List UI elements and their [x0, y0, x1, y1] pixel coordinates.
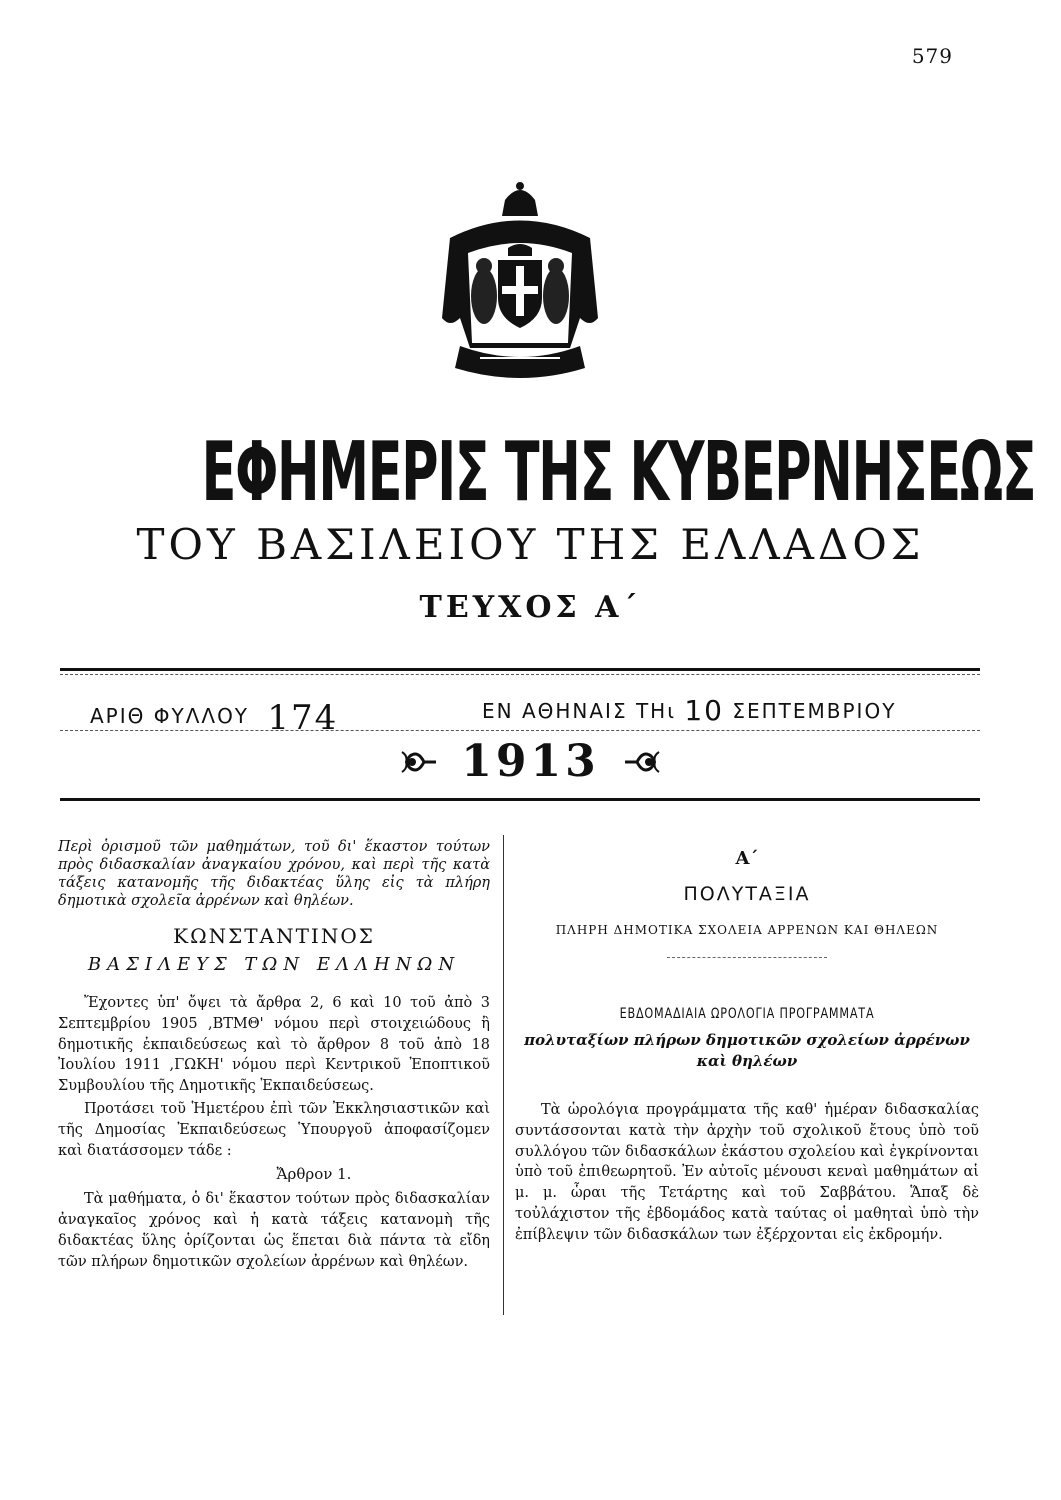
section-separator — [667, 957, 827, 958]
issue-label: ΤΕΥΧΟΣ Α΄ — [419, 590, 642, 625]
floral-ornament-icon — [623, 742, 663, 782]
program-title: ΕΒΔΟΜΑΔΙΑΙΑ ΩΡΟΛΟΓΙΑ ΠΡΟΓΡΑΜΜΑΤΑ — [619, 1006, 875, 1022]
date-day: 10 — [684, 694, 724, 727]
decree-heading: Περὶ ὁρισμοῦ τῶν μαθημάτων, τοῦ δι' ἕκαστον τούτων πρὸς διδασκαλίαν ἀναγκαίου χρόνου, καὶ περὶ τῆς κατὰ τάξεις κατανομῆς τῆς διδακτέας ὕλης εἰς τὰ πλήρη δημοτικὰ σχολεῖα ἀρρένων καὶ θηλέων. — [58, 839, 490, 909]
year-rule — [60, 798, 980, 801]
royal-coat-of-arms-icon — [420, 178, 620, 393]
program-subtitle: πολυταξίων πλήρων δημοτικῶν σχολείων ἀρρένων καὶ θηλέων — [524, 1031, 970, 1070]
decree-paragraph-3: Τὰ μαθήματα, ὁ δι' ἕκαστον τούτων πρὸς διδασκαλίαν ἀναγκαῖος χρόνος καὶ ἡ κατὰ τάξεις κατανομὴ τῆς διδακτέας ὕλης ὁρίζονται ὡς ἕπεται διὰ πάντα τὰ εἴδη τῶν πλήρων δημοτικῶν σχολείων ἀρρένων καὶ θηλέων. — [58, 1191, 490, 1270]
year: 1913 — [461, 736, 600, 787]
date-month: ΣΕΠΤΕΜΒΡΙΟΥ — [732, 699, 897, 723]
meta-rule — [60, 730, 980, 731]
sheet-number: 174 — [267, 698, 339, 738]
top-rule — [60, 668, 980, 671]
place-date-prefix: ΕΝ ΑΘΗΝΑΙΣ ΤΗι — [482, 699, 676, 723]
year-banner — [0, 736, 1061, 796]
newspaper-title: ΕΦΗΜΕΡΙΣ ΤΗΣ ΚΥΒΕΡΝΗΣΕΩΣ — [201, 425, 1036, 520]
sheet-info — [90, 692, 339, 738]
floral-ornament-icon — [398, 742, 438, 782]
page-number: 579 — [911, 44, 953, 68]
right-column — [515, 838, 979, 1246]
issue-meta-row — [90, 684, 970, 738]
article-heading: Ἄρθρον 1. — [276, 1165, 352, 1184]
king-name: ΚΩΝΣΤΑΝΤΙΝΟΣ — [173, 924, 375, 948]
column-divider — [503, 835, 504, 1315]
decree-paragraph-1: Ἔχοντες ὑπ' ὄψει τὰ ἄρθρα 2, 6 καὶ 10 τοῦ ἀπὸ 3 Σεπτεμβρίου 1905 ,ΒΤΜΘ' νόμου περὶ στοιχειώδους ἢ δημοτικῆς ἐκπαιδεύσεως καὶ τὸ ἄρθρον 8 τοῦ ἀπὸ 18 Ἰουλίου 1911 ,ΓΩΚΗ' νόμου περὶ Κεντρικοῦ Ἐποπτικοῦ Συμβουλίου τῆς Δημοτικῆς Ἐκπαιδεύσεως. — [58, 995, 490, 1095]
decree-paragraph-2: Προτάσει τοῦ Ἡμετέρου ἐπὶ τῶν Ἐκκλησιαστικῶν καὶ τῆς Δημοσίας Ἐκπαιδεύσεως Ὑπουργοῦ ἀποφασίζομεν καὶ διατάσσομεν τάδε : — [58, 1100, 490, 1159]
king-title: ΒΑΣΙΛΕΥΣ ΤΩΝ ΕΛΛΗΝΩΝ — [87, 954, 461, 975]
sheet-label: ΑΡΙΘ ΦΥΛΛΟΥ — [90, 704, 250, 728]
section-letter: Α΄ — [735, 848, 759, 869]
program-paragraph: Τὰ ὡρολόγια προγράμματα τῆς καθ' ἡμέραν διδασκαλίας συντάσσονται κατὰ τὴν ἀρχὴν τοῦ σχολικοῦ ἔτους ὑπὸ τοῦ συλλόγου τῶν διδασκάλων ἑκάστου σχολείου καὶ ἐγκρίνονται ὑπὸ τοῦ ἐπιθεωρητοῦ. Ἐν αὐτοῖς μένουσι κεναὶ μαθημάτων αἱ μ. μ. ὧραι τῆς Τετάρτης καὶ τοῦ Σαββάτου. Ἅπαξ δὲ τοὐλάχιστον τῆς ἑβδομάδος κατὰ ταύτας οἱ μαθηταὶ ὑπὸ τὴν ἐπίβλεψιν τῶν διδασκάλων των ἐξέρχονται εἰς ἐκδρομήν. — [515, 1102, 979, 1243]
section-title: ΠΟΛΥΤΑΞΙΑ — [683, 883, 811, 905]
top-rule-thin — [60, 674, 980, 675]
left-column — [58, 838, 490, 1273]
newspaper-subtitle: ΤΟΥ ΒΑΣΙΛΕΙΟΥ ΤΗΣ ΕΛΛΑΔΟΣ — [136, 520, 925, 569]
place-date — [482, 692, 896, 725]
section-subtitle: ΠΛΗΡΗ ΔΗΜΟΤΙΚΑ ΣΧΟΛΕΙΑ ΑΡΡΕΝΩΝ ΚΑΙ ΘΗΛΕΩΝ — [555, 923, 939, 937]
